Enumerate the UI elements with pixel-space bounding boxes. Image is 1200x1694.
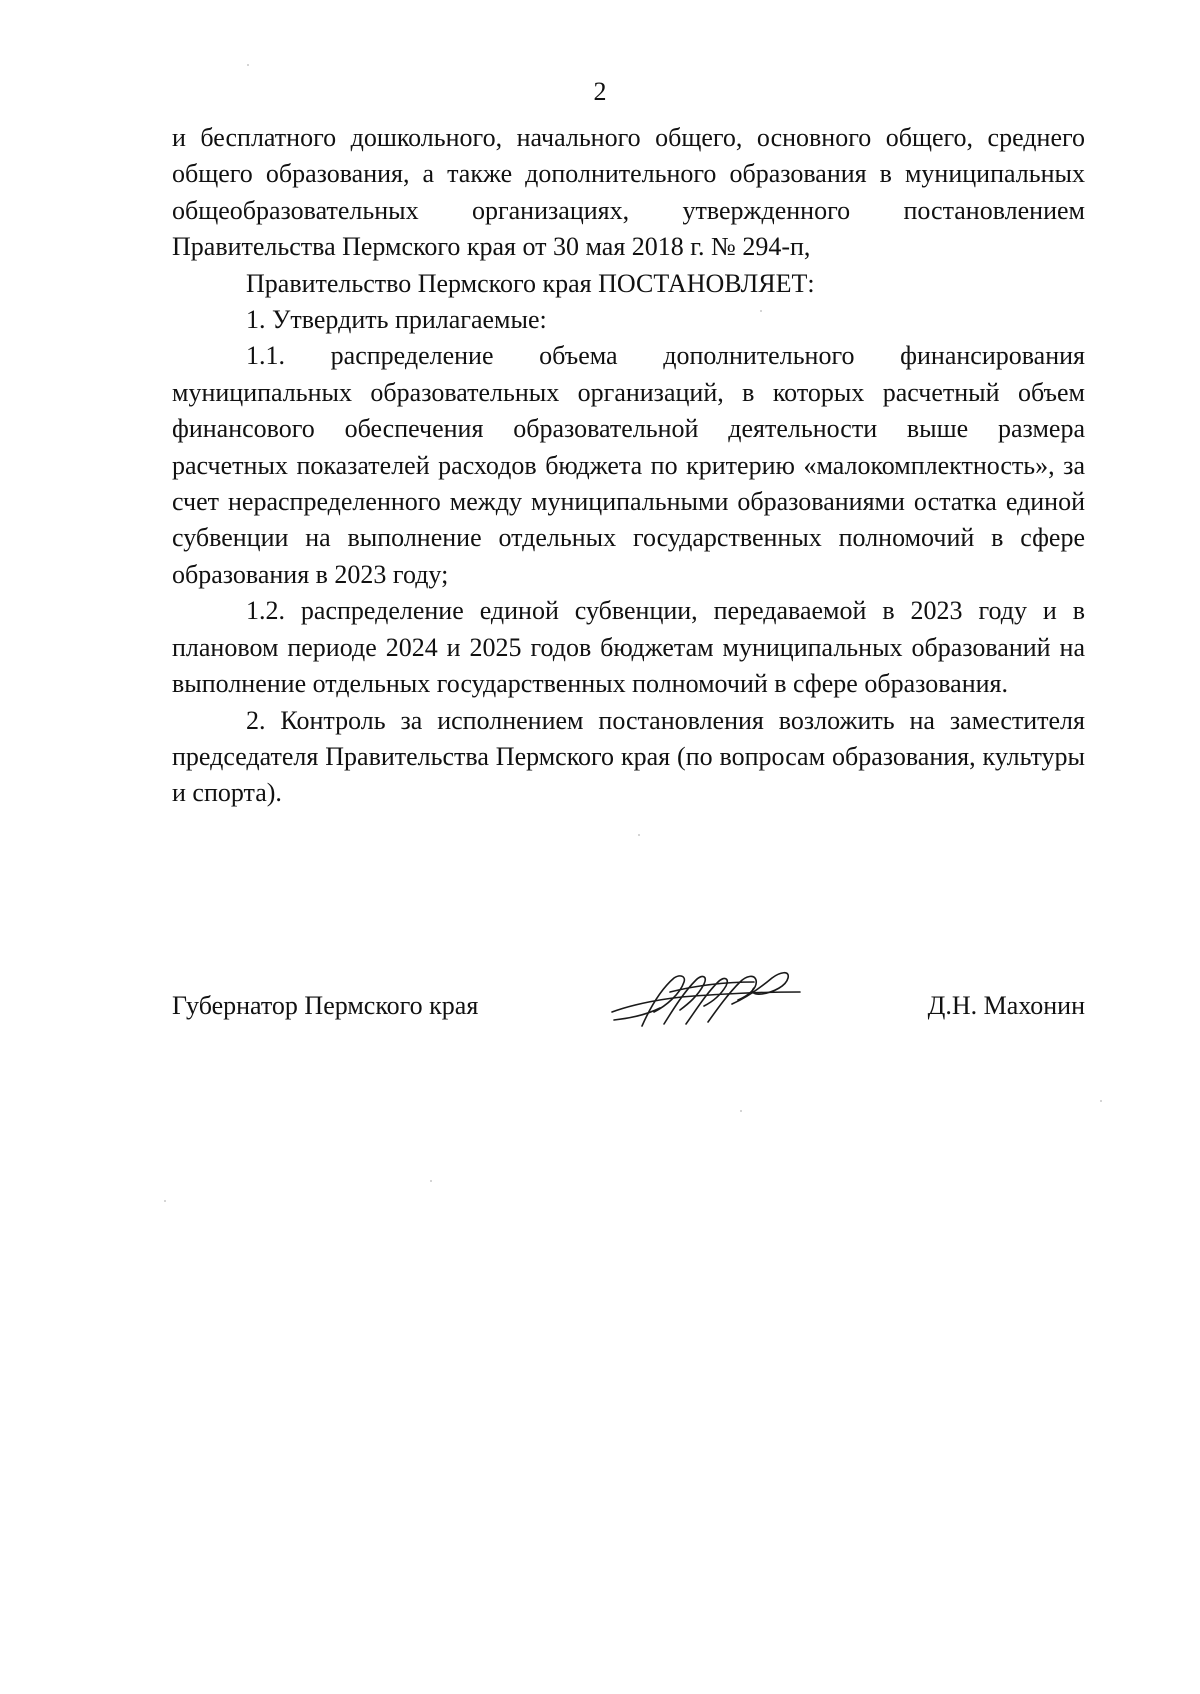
signature-block (172, 988, 1085, 1028)
paragraph-item-1-1: 1.1. распределение объема дополнительного финансирования муниципальных образовательных организаций, в которых расчетный объем финансового обеспечения образовательной деятельности выше размера расчетных показателей расходов бюджета по критерию «малокомплектность», за счет нераспределенного между муниципальными образованиями остатка единой субвенции на выполнение отдельных государственных полномочий в сфере образования в 2023 году; (172, 341, 1085, 589)
scan-speck (638, 834, 640, 836)
page-number: 2 (593, 77, 607, 106)
paragraph-preamble: и бесплатного дошкольного, начального общего, основного общего, среднего общего образования, а также дополнительного образования в муниципальных общеобразовательных организациях, утвержденного постановлением Правительства Пермского края от 30 мая 2018 г. № 294-п, (172, 123, 1085, 262)
scan-speck (430, 1180, 432, 1182)
paragraph-item-2: 2. Контроль за исполнением постановления возложить на заместителя председателя Правительства Пермского края (по вопросам образования, культуры и спорта). (172, 705, 1085, 808)
signatory-position: Губернатор Пермского края (172, 991, 479, 1020)
scan-speck (247, 64, 249, 66)
scan-speck (740, 1110, 742, 1112)
paragraph-item-1: 1. Утвердить прилагаемые: (246, 305, 547, 335)
document-body (172, 120, 1085, 812)
scan-speck (760, 310, 762, 312)
paragraph-item-1-2: 1.2. распределение единой субвенции, передаваемой в 2023 году и в плановом периоде 2024 и 2025 годов бюджетам муниципальных образований на выполнение отдельных государственных полномочий в сфере образования. (172, 596, 1085, 699)
paragraph-resolves: Правительство Пермского края ПОСТАНОВЛЯЕТ: (246, 268, 815, 298)
signatory-name: Д.Н. Махонин (927, 991, 1085, 1020)
scan-speck (1100, 1100, 1102, 1102)
handwritten-signature (604, 952, 804, 1032)
scan-speck (164, 1200, 166, 1202)
